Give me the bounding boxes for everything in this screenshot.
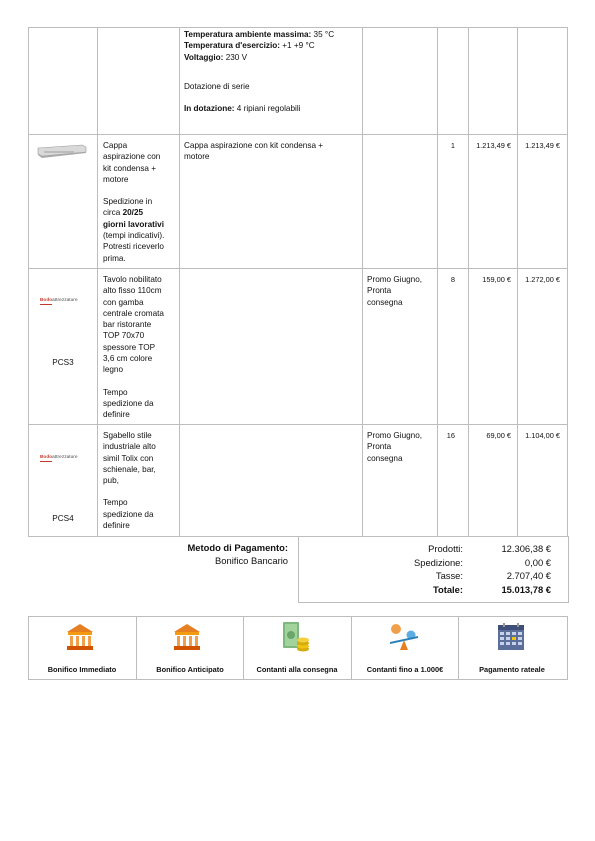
brand-logo xyxy=(40,297,78,302)
description-line: Cappa aspirazione con kit condensa + xyxy=(184,141,324,150)
logo-text: Bodo xyxy=(40,454,53,459)
product-name-stool xyxy=(103,430,177,531)
row-divider xyxy=(28,424,568,425)
col-divider xyxy=(28,27,29,537)
shipping-line: spedizione da xyxy=(103,509,154,519)
promo-note xyxy=(367,430,437,464)
logo-text: attrezzature xyxy=(52,454,78,459)
product-name-table xyxy=(103,274,177,421)
quantity: 8 xyxy=(450,275,455,284)
shipping-line: circa xyxy=(103,208,123,218)
promo-note xyxy=(367,274,437,308)
product-code: PCS4 xyxy=(52,514,74,523)
totals-labels xyxy=(300,542,463,596)
name-line: spessore TOP xyxy=(103,342,156,352)
logo-text: Bodo xyxy=(40,297,53,302)
shipping-line: Tempo xyxy=(103,387,128,397)
spec-value: 230 V xyxy=(223,52,248,62)
line-total: 1.272,00 € xyxy=(525,275,560,284)
totals-value: 0,00 € xyxy=(524,556,551,568)
shipping-line: spedizione da xyxy=(103,398,154,408)
name-line: schienale, bar, xyxy=(103,464,156,474)
name-line: bar ristorante xyxy=(103,320,152,330)
payment-method-value: Bonifico Bancario xyxy=(215,554,288,566)
payment-method-label: Metodo di Pagamento: xyxy=(187,542,288,553)
name-line: Cappa xyxy=(103,141,128,150)
unit-price: 1.213,49 € xyxy=(476,141,511,150)
totals-label: Prodotti: xyxy=(428,543,463,554)
totals-values xyxy=(470,542,551,596)
name-line: simil Tolix con xyxy=(103,453,154,463)
promo-line: Promo Giugno, xyxy=(367,431,423,440)
description-line: motore xyxy=(184,152,210,162)
col-divider xyxy=(362,27,363,537)
promo-line: consegna xyxy=(367,297,403,307)
row-divider xyxy=(28,134,568,135)
spec-label: Voltaggio: xyxy=(184,52,224,62)
promo-line: Pronta xyxy=(367,442,392,452)
name-line: kit condensa + xyxy=(103,163,157,173)
shipping-line: Potresti riceverlo xyxy=(103,242,164,252)
shipping-line: Tempo xyxy=(103,498,128,508)
name-line: centrale cromata xyxy=(103,308,164,318)
product-name-hood xyxy=(103,140,177,264)
quantity: 1 xyxy=(450,141,455,150)
product-code: PCS3 xyxy=(52,358,74,367)
standard-equipment-heading: Dotazione di serie xyxy=(184,81,250,91)
calendar-icon xyxy=(496,622,526,657)
cash-coins-icon xyxy=(281,621,311,658)
shipping-line: definire xyxy=(103,521,130,531)
payment-method xyxy=(150,542,288,567)
spec-label: Temperatura ambiente massima: xyxy=(184,30,312,39)
totals-value: 12.306,38 € xyxy=(501,543,551,554)
totals-label: Tasse: xyxy=(435,570,463,582)
col-divider xyxy=(97,27,98,537)
promo-line: Promo Giugno, xyxy=(367,275,423,284)
brand-logo xyxy=(40,454,78,459)
totals-label: Spedizione: xyxy=(414,556,463,568)
table-border-top xyxy=(28,27,568,28)
col-divider xyxy=(179,27,180,537)
totals-value: 2.707,40 € xyxy=(506,570,551,582)
spec-value: 4 ripiani regolabili xyxy=(234,104,301,114)
payment-option-label[interactable]: Contanti fino a 1.000€ xyxy=(366,665,444,674)
name-line: aspirazione con xyxy=(103,152,161,162)
name-line: Tavolo nobilitato xyxy=(103,275,162,284)
shipping-days: giorni lavorativi xyxy=(103,219,164,229)
name-line: pub, xyxy=(103,476,119,486)
spec-label: Temperatura d'esercizio: xyxy=(184,41,280,51)
promo-line: consegna xyxy=(367,453,403,463)
name-line: legno xyxy=(103,365,124,375)
payment-option-label[interactable]: Bonifico Anticipato xyxy=(156,665,224,674)
name-line: industriale alto xyxy=(103,442,156,452)
name-line: Sgabello stile xyxy=(103,431,152,440)
quantity: 16 xyxy=(446,431,455,440)
product-specs xyxy=(184,29,359,114)
spec-value: 35 °C xyxy=(311,30,335,39)
spec-value: +1 +9 °C xyxy=(279,41,315,51)
unit-price: 159,00 € xyxy=(482,275,511,284)
grand-total-value: 15.013,78 € xyxy=(501,583,551,595)
logo-text: attrezzature xyxy=(52,297,78,302)
product-description-hood xyxy=(184,140,359,163)
shipping-line: (tempi indicativi). xyxy=(103,231,165,241)
unit-price: 69,00 € xyxy=(486,431,511,440)
shipping-line: Spedizione in xyxy=(103,197,153,207)
row-divider xyxy=(28,268,568,269)
name-line: alto fisso 110cm xyxy=(103,286,162,296)
line-total: 1.104,00 € xyxy=(525,431,560,440)
shipping-days: 20/25 xyxy=(122,208,144,218)
payment-option-label[interactable]: Contanti alla consegna xyxy=(256,665,338,674)
spec-label: In dotazione: xyxy=(184,104,235,114)
bank-icon xyxy=(65,622,95,657)
line-total: 1.213,49 € xyxy=(525,141,560,150)
bank-icon xyxy=(172,622,202,657)
payment-option-label[interactable]: Bonifico Immediato xyxy=(47,665,117,674)
name-line: motore xyxy=(103,174,129,184)
payment-option-label[interactable]: Pagamento rateale xyxy=(479,665,545,674)
name-line: TOP 70x70 xyxy=(103,331,145,341)
promo-line: Pronta xyxy=(367,286,392,296)
table-border-right xyxy=(567,27,568,537)
shipping-line: definire xyxy=(103,410,130,420)
balance-scale-icon xyxy=(387,622,421,657)
grand-total-label: Totale: xyxy=(432,583,463,595)
shipping-line: prima. xyxy=(103,253,126,263)
product-image-hood[interactable] xyxy=(36,143,88,159)
name-line: con gamba xyxy=(103,297,144,307)
name-line: 3,6 cm colore xyxy=(103,354,153,364)
